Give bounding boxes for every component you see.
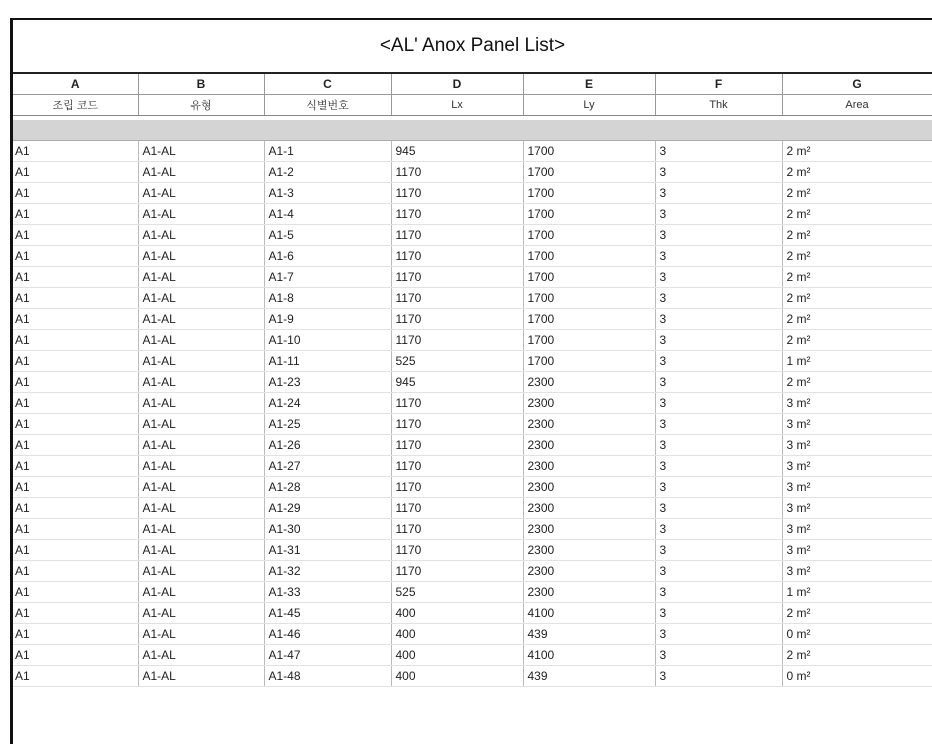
assembly-code-cell[interactable]: A1 (13, 225, 138, 246)
area-cell[interactable]: 0 m² (782, 666, 932, 687)
type-cell[interactable]: A1-AL (138, 456, 264, 477)
assembly-code-cell[interactable]: A1 (13, 183, 138, 204)
assembly-code-cell[interactable]: A1 (13, 372, 138, 393)
id-number-cell[interactable]: A1-3 (264, 183, 391, 204)
table-row[interactable] (13, 267, 932, 288)
id-number-cell[interactable]: A1-25 (264, 414, 391, 435)
ly-cell[interactable]: 1700 (523, 183, 655, 204)
assembly-code-cell[interactable]: A1 (13, 582, 138, 603)
id-number-cell[interactable]: A1-32 (264, 561, 391, 582)
assembly-code-cell[interactable]: A1 (13, 246, 138, 267)
table-row[interactable] (13, 183, 932, 204)
thk-cell[interactable]: 3 (655, 267, 782, 288)
id-number-cell[interactable]: A1-1 (264, 141, 391, 162)
table-row[interactable] (13, 204, 932, 225)
lx-cell[interactable]: 400 (391, 645, 523, 666)
area-cell[interactable]: 3 m² (782, 498, 932, 519)
id-number-cell[interactable]: A1-45 (264, 603, 391, 624)
column-letter-d[interactable]: D (391, 74, 523, 95)
id-number-cell[interactable]: A1-7 (264, 267, 391, 288)
thk-cell[interactable]: 3 (655, 540, 782, 561)
type-cell[interactable]: A1-AL (138, 309, 264, 330)
ly-cell[interactable]: 2300 (523, 414, 655, 435)
column-letter-g[interactable]: G (782, 74, 932, 95)
id-number-cell[interactable]: A1-30 (264, 519, 391, 540)
area-cell[interactable]: 3 m² (782, 456, 932, 477)
column-header-row (13, 95, 932, 116)
lx-cell[interactable]: 1170 (391, 435, 523, 456)
area-cell[interactable]: 0 m² (782, 624, 932, 645)
thk-cell[interactable]: 3 (655, 246, 782, 267)
id-number-cell[interactable]: A1-6 (264, 246, 391, 267)
thk-cell[interactable]: 3 (655, 162, 782, 183)
id-number-cell[interactable]: A1-28 (264, 477, 391, 498)
table-row[interactable] (13, 288, 932, 309)
thk-cell[interactable]: 3 (655, 435, 782, 456)
column-letter-f[interactable]: F (655, 74, 782, 95)
lx-cell[interactable]: 400 (391, 603, 523, 624)
thk-cell[interactable]: 3 (655, 351, 782, 372)
ly-cell[interactable]: 2300 (523, 456, 655, 477)
lx-cell[interactable]: 1170 (391, 204, 523, 225)
lx-cell[interactable]: 1170 (391, 267, 523, 288)
area-cell[interactable]: 2 m² (782, 246, 932, 267)
table-row[interactable] (13, 582, 932, 603)
area-cell[interactable]: 3 m² (782, 477, 932, 498)
type-cell[interactable]: A1-AL (138, 624, 264, 645)
ly-cell[interactable]: 1700 (523, 330, 655, 351)
column-letter-a[interactable]: A (13, 74, 138, 95)
thk-cell[interactable]: 3 (655, 183, 782, 204)
lx-cell[interactable]: 1170 (391, 225, 523, 246)
thk-cell[interactable]: 3 (655, 288, 782, 309)
id-number-cell[interactable]: A1-8 (264, 288, 391, 309)
id-number-cell[interactable]: A1-2 (264, 162, 391, 183)
ly-cell[interactable]: 4100 (523, 645, 655, 666)
thk-cell[interactable]: 3 (655, 225, 782, 246)
assembly-code-cell[interactable]: A1 (13, 351, 138, 372)
ly-cell[interactable]: 2300 (523, 519, 655, 540)
lx-cell[interactable]: 1170 (391, 540, 523, 561)
thk-cell[interactable]: 3 (655, 603, 782, 624)
assembly-code-cell[interactable]: A1 (13, 435, 138, 456)
area-cell[interactable]: 2 m² (782, 183, 932, 204)
assembly-code-cell[interactable]: A1 (13, 309, 138, 330)
table-row[interactable] (13, 351, 932, 372)
id-number-cell[interactable]: A1-29 (264, 498, 391, 519)
thk-cell[interactable]: 3 (655, 309, 782, 330)
table-row[interactable] (13, 561, 932, 582)
lx-cell[interactable]: 1170 (391, 162, 523, 183)
thk-cell[interactable]: 3 (655, 477, 782, 498)
type-cell[interactable]: A1-AL (138, 141, 264, 162)
lx-cell[interactable]: 1170 (391, 288, 523, 309)
ly-cell[interactable]: 439 (523, 666, 655, 687)
assembly-code-cell[interactable]: A1 (13, 267, 138, 288)
type-cell[interactable]: A1-AL (138, 183, 264, 204)
thk-cell[interactable]: 3 (655, 393, 782, 414)
table-row[interactable] (13, 435, 932, 456)
assembly-code-cell[interactable]: A1 (13, 561, 138, 582)
table-row[interactable] (13, 246, 932, 267)
id-number-cell[interactable]: A1-31 (264, 540, 391, 561)
type-cell[interactable]: A1-AL (138, 582, 264, 603)
lx-cell[interactable]: 1170 (391, 414, 523, 435)
id-number-cell[interactable]: A1-10 (264, 330, 391, 351)
ly-cell[interactable]: 2300 (523, 372, 655, 393)
type-cell[interactable]: A1-AL (138, 540, 264, 561)
id-number-cell[interactable]: A1-48 (264, 666, 391, 687)
column-letter-row (13, 74, 932, 95)
lx-cell[interactable]: 1170 (391, 477, 523, 498)
lx-cell[interactable]: 945 (391, 141, 523, 162)
lx-cell[interactable]: 945 (391, 372, 523, 393)
table-row[interactable] (13, 225, 932, 246)
schedule-title: <AL' Anox Panel List> (13, 20, 932, 74)
table-row[interactable] (13, 624, 932, 645)
type-cell[interactable]: A1-AL (138, 603, 264, 624)
type-cell[interactable]: A1-AL (138, 330, 264, 351)
type-cell[interactable]: A1-AL (138, 666, 264, 687)
column-header-id-number[interactable]: 식별번호 (264, 95, 391, 116)
thk-cell[interactable]: 3 (655, 141, 782, 162)
assembly-code-cell[interactable]: A1 (13, 477, 138, 498)
ly-cell[interactable]: 2300 (523, 477, 655, 498)
area-cell[interactable]: 3 m² (782, 435, 932, 456)
column-header-lx[interactable]: Lx (391, 95, 523, 116)
lx-cell[interactable]: 525 (391, 582, 523, 603)
type-cell[interactable]: A1-AL (138, 645, 264, 666)
type-cell[interactable]: A1-AL (138, 246, 264, 267)
type-cell[interactable]: A1-AL (138, 414, 264, 435)
type-cell[interactable]: A1-AL (138, 162, 264, 183)
column-header-type[interactable]: 유형 (138, 95, 264, 116)
assembly-code-cell[interactable]: A1 (13, 330, 138, 351)
thk-cell[interactable]: 3 (655, 498, 782, 519)
thk-cell[interactable]: 3 (655, 561, 782, 582)
type-cell[interactable]: A1-AL (138, 477, 264, 498)
assembly-code-cell[interactable]: A1 (13, 498, 138, 519)
table-row[interactable] (13, 645, 932, 666)
thk-cell[interactable]: 3 (655, 456, 782, 477)
area-cell[interactable]: 2 m² (782, 645, 932, 666)
table-row[interactable] (13, 309, 932, 330)
id-number-cell[interactable]: A1-23 (264, 372, 391, 393)
assembly-code-cell[interactable]: A1 (13, 603, 138, 624)
column-header-area[interactable]: Area (782, 95, 932, 116)
column-header-assembly-code[interactable]: 조립 코드 (13, 95, 138, 116)
ly-cell[interactable]: 1700 (523, 141, 655, 162)
thk-cell[interactable]: 3 (655, 519, 782, 540)
area-cell[interactable]: 3 m² (782, 519, 932, 540)
id-number-cell[interactable]: A1-5 (264, 225, 391, 246)
thk-cell[interactable]: 3 (655, 414, 782, 435)
ly-cell[interactable]: 2300 (523, 435, 655, 456)
assembly-code-cell[interactable]: A1 (13, 624, 138, 645)
table-row[interactable] (13, 519, 932, 540)
id-number-cell[interactable]: A1-26 (264, 435, 391, 456)
assembly-code-cell[interactable]: A1 (13, 540, 138, 561)
table-row[interactable] (13, 477, 932, 498)
lx-cell[interactable]: 1170 (391, 246, 523, 267)
table-row[interactable] (13, 162, 932, 183)
lx-cell[interactable]: 1170 (391, 456, 523, 477)
ly-cell[interactable]: 1700 (523, 309, 655, 330)
ly-cell[interactable]: 2300 (523, 393, 655, 414)
assembly-code-cell[interactable]: A1 (13, 393, 138, 414)
assembly-code-cell[interactable]: A1 (13, 666, 138, 687)
thk-cell[interactable]: 3 (655, 645, 782, 666)
table-row[interactable] (13, 603, 932, 624)
lx-cell[interactable]: 1170 (391, 309, 523, 330)
type-cell[interactable]: A1-AL (138, 393, 264, 414)
table-row[interactable] (13, 141, 932, 162)
type-cell[interactable]: A1-AL (138, 519, 264, 540)
id-number-cell[interactable]: A1-4 (264, 204, 391, 225)
lx-cell[interactable]: 400 (391, 666, 523, 687)
assembly-code-cell[interactable]: A1 (13, 414, 138, 435)
id-number-cell[interactable]: A1-27 (264, 456, 391, 477)
area-cell[interactable]: 1 m² (782, 351, 932, 372)
lx-cell[interactable]: 1170 (391, 519, 523, 540)
table-row[interactable] (13, 666, 932, 687)
thk-cell[interactable]: 3 (655, 204, 782, 225)
type-cell[interactable]: A1-AL (138, 435, 264, 456)
area-cell[interactable]: 2 m² (782, 330, 932, 351)
assembly-code-cell[interactable]: A1 (13, 162, 138, 183)
type-cell[interactable]: A1-AL (138, 204, 264, 225)
lx-cell[interactable]: 1170 (391, 561, 523, 582)
area-cell[interactable]: 2 m² (782, 267, 932, 288)
id-number-cell[interactable]: A1-24 (264, 393, 391, 414)
assembly-code-cell[interactable]: A1 (13, 141, 138, 162)
ly-cell[interactable]: 1700 (523, 162, 655, 183)
ly-cell[interactable]: 1700 (523, 246, 655, 267)
area-cell[interactable]: 2 m² (782, 162, 932, 183)
thk-cell[interactable]: 3 (655, 372, 782, 393)
assembly-code-cell[interactable]: A1 (13, 645, 138, 666)
type-cell[interactable]: A1-AL (138, 225, 264, 246)
area-cell[interactable]: 2 m² (782, 204, 932, 225)
id-number-cell[interactable]: A1-9 (264, 309, 391, 330)
id-number-cell[interactable]: A1-47 (264, 645, 391, 666)
type-cell[interactable]: A1-AL (138, 351, 264, 372)
thk-cell[interactable]: 3 (655, 666, 782, 687)
table-row[interactable] (13, 393, 932, 414)
lx-cell[interactable]: 400 (391, 624, 523, 645)
thk-cell[interactable]: 3 (655, 582, 782, 603)
area-cell[interactable]: 2 m² (782, 225, 932, 246)
schedule-view (10, 18, 932, 744)
ly-cell[interactable]: 2300 (523, 498, 655, 519)
assembly-code-cell[interactable]: A1 (13, 519, 138, 540)
area-cell[interactable]: 2 m² (782, 288, 932, 309)
lx-cell[interactable]: 1170 (391, 183, 523, 204)
table-row[interactable] (13, 330, 932, 351)
column-header-thk[interactable]: Thk (655, 95, 782, 116)
type-cell[interactable]: A1-AL (138, 288, 264, 309)
area-cell[interactable]: 2 m² (782, 372, 932, 393)
area-cell[interactable]: 2 m² (782, 603, 932, 624)
ly-cell[interactable]: 1700 (523, 267, 655, 288)
ly-cell[interactable]: 1700 (523, 288, 655, 309)
schedule-table (13, 74, 932, 687)
id-number-cell[interactable]: A1-46 (264, 624, 391, 645)
lx-cell[interactable]: 1170 (391, 498, 523, 519)
type-cell[interactable]: A1-AL (138, 498, 264, 519)
area-cell[interactable]: 1 m² (782, 582, 932, 603)
ly-cell[interactable]: 1700 (523, 351, 655, 372)
id-number-cell[interactable]: A1-33 (264, 582, 391, 603)
assembly-code-cell[interactable]: A1 (13, 288, 138, 309)
assembly-code-cell[interactable]: A1 (13, 456, 138, 477)
group-header-row[interactable] (13, 120, 932, 141)
ly-cell[interactable]: 1700 (523, 204, 655, 225)
thk-cell[interactable]: 3 (655, 330, 782, 351)
type-cell[interactable]: A1-AL (138, 561, 264, 582)
lx-cell[interactable]: 1170 (391, 393, 523, 414)
column-header-ly[interactable]: Ly (523, 95, 655, 116)
thk-cell[interactable]: 3 (655, 624, 782, 645)
area-cell[interactable]: 2 m² (782, 141, 932, 162)
ly-cell[interactable]: 4100 (523, 603, 655, 624)
ly-cell[interactable]: 2300 (523, 582, 655, 603)
type-cell[interactable]: A1-AL (138, 267, 264, 288)
type-cell[interactable]: A1-AL (138, 372, 264, 393)
table-row[interactable] (13, 456, 932, 477)
area-cell[interactable]: 3 m² (782, 393, 932, 414)
table-row[interactable] (13, 540, 932, 561)
ly-cell[interactable]: 2300 (523, 540, 655, 561)
ly-cell[interactable]: 1700 (523, 225, 655, 246)
column-letter-b[interactable]: B (138, 74, 264, 95)
area-cell[interactable]: 2 m² (782, 309, 932, 330)
ly-cell[interactable]: 439 (523, 624, 655, 645)
assembly-code-cell[interactable]: A1 (13, 204, 138, 225)
table-row[interactable] (13, 498, 932, 519)
area-cell[interactable]: 3 m² (782, 561, 932, 582)
id-number-cell[interactable]: A1-11 (264, 351, 391, 372)
column-letter-c[interactable]: C (264, 74, 391, 95)
column-letter-e[interactable]: E (523, 74, 655, 95)
lx-cell[interactable]: 525 (391, 351, 523, 372)
table-row[interactable] (13, 372, 932, 393)
table-row[interactable] (13, 414, 932, 435)
area-cell[interactable]: 3 m² (782, 540, 932, 561)
lx-cell[interactable]: 1170 (391, 330, 523, 351)
area-cell[interactable]: 3 m² (782, 414, 932, 435)
ly-cell[interactable]: 2300 (523, 561, 655, 582)
